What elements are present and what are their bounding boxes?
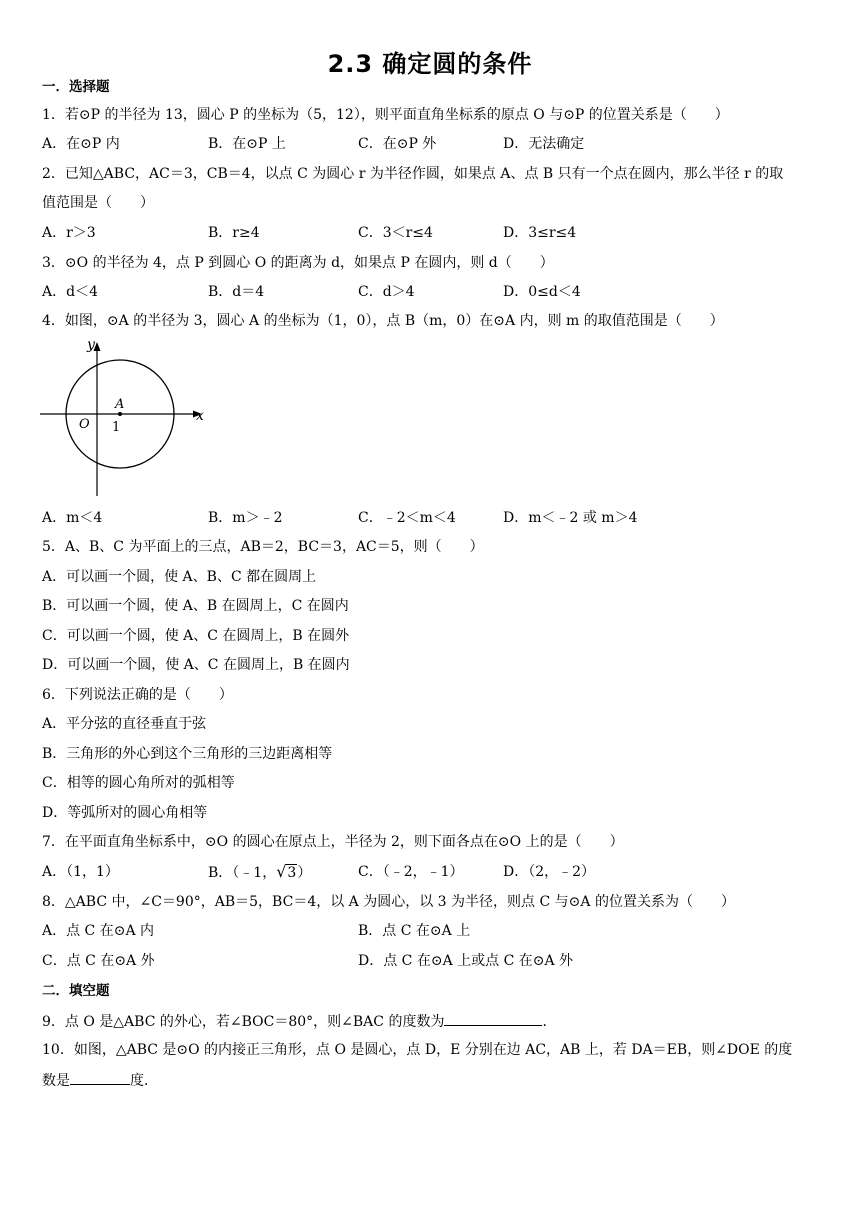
q5-option-d[interactable]: D．可以画一个圆，使 A、C 在圆周上，B 在圆内 [42, 657, 350, 673]
q2-option-b[interactable]: B．r≥4 [208, 225, 260, 241]
section-fill: 二．填空题 [42, 983, 110, 999]
page-title: 2.3 确定圆的条件 [327, 50, 533, 78]
label-o: O [79, 417, 90, 432]
q10-line2 [42, 1070, 158, 1090]
q10-stem-line1: 10．如图，△ABC 是⊙O 的内接正三角形，点 O 是圆心，点 D，E 分别在边 AC，AB 上，若 DA＝EB，则∠DOE 的度 [42, 1042, 793, 1058]
q6-option-a[interactable]: A．平分弦的直径垂直于弦 [42, 716, 207, 732]
q5-option-c[interactable]: C．可以画一个圆，使 A、C 在圆周上，B 在圆外 [42, 628, 350, 644]
q10-answer-blank[interactable] [70, 1070, 130, 1085]
q7-option-a[interactable]: A．（1，1） [42, 864, 119, 880]
q2-option-c[interactable]: C．3＜r≤4 [358, 225, 433, 241]
q8-option-d[interactable]: D．点 C 在⊙A 上或点 C 在⊙A 外 [358, 953, 574, 969]
q6-option-c[interactable]: C．相等的圆心角所对的弧相等 [42, 775, 235, 791]
q10-stem-suffix: 度． [130, 1073, 158, 1089]
q1-option-b[interactable]: B．在⊙P 上 [208, 136, 286, 152]
q6-option-b[interactable]: B．三角形的外心到这个三角形的三边距离相等 [42, 746, 333, 762]
q8-option-b[interactable]: B．点 C 在⊙A 上 [358, 923, 471, 939]
label-y: y [87, 337, 95, 353]
center-point-a [118, 412, 122, 416]
q2-stem-line2: 值范围是（ ） [42, 195, 154, 211]
q1-option-c[interactable]: C．在⊙P 外 [358, 136, 437, 152]
q3-option-d[interactable]: D．0≤d＜4 [503, 284, 581, 300]
q5-stem: 5．A、B、C 为平面上的三点，AB＝2，BC＝3，AC＝5，则（ ） [42, 539, 484, 555]
q5-option-b[interactable]: B．可以画一个圆，使 A、B 在圆周上，C 在圆内 [42, 598, 349, 614]
q7-option-b-suffix: ） [297, 865, 312, 881]
q8-option-c[interactable]: C．点 C 在⊙A 外 [42, 953, 155, 969]
q2-stem-line1: 2．已知△ABC，AC＝3，CB＝4，以点 C 为圆心 r 为半径作圆，如果点 A、点 B 只有一个点在圆内，那么半径 r 的取 [42, 166, 784, 182]
label-a: A [115, 397, 125, 412]
q10-stem-prefix: 数是 [42, 1073, 70, 1089]
q6-stem: 6．下列说法正确的是（ ） [42, 687, 233, 703]
q3-option-b[interactable]: B．d＝4 [208, 284, 265, 300]
q1-option-d[interactable]: D．无法确定 [503, 136, 585, 152]
section-choice: 一．选择题 [42, 79, 110, 95]
q9-answer-blank[interactable] [444, 1011, 542, 1026]
q4-option-d[interactable]: D．m＜﹣2 或 m＞4 [503, 510, 638, 526]
q4-option-a[interactable]: A．m＜4 [42, 510, 103, 526]
q4-option-b[interactable]: B．m＞﹣2 [208, 510, 283, 526]
q1-stem: 1．若⊙P 的半径为 13，圆心 P 的坐标为（5，12），则平面直角坐标系的原点 O 与⊙P 的位置关系是（ ） [42, 107, 729, 123]
q2-option-a[interactable]: A．r＞3 [42, 225, 96, 241]
sqrt-icon: √ [276, 862, 287, 881]
q8-stem: 8．△ABC 中，∠C＝90°，AB＝5，BC＝4，以 A 为圆心，以 3 为半径，则点 C 与⊙A 的位置关系为（ ） [42, 894, 735, 910]
q7-option-c[interactable]: C．（﹣2，﹣1） [358, 864, 464, 880]
label-one: 1 [112, 420, 121, 435]
q6-option-d[interactable]: D．等弧所对的圆心角相等 [42, 805, 208, 821]
q5-option-a[interactable]: A．可以画一个圆，使 A、B、C 都在圆周上 [42, 569, 317, 585]
q4-stem: 4．如图，⊙A 的半径为 3，圆心 A 的坐标为（1，0），点 B（m，0）在⊙A 内，则 m 的取值范围是（ ） [42, 313, 724, 329]
q2-option-d[interactable]: D．3≤r≤4 [503, 225, 577, 241]
q4-option-c[interactable]: C．﹣2＜m＜4 [358, 510, 456, 526]
q8-option-a[interactable]: A．点 C 在⊙A 内 [42, 923, 155, 939]
q7-option-d[interactable]: D．（2，﹣2） [503, 864, 596, 880]
q3-option-c[interactable]: C．d＞4 [358, 284, 415, 300]
q3-stem: 3．⊙O 的半径为 4，点 P 到圆心 O 的距离为 d，如果点 P 在圆内，则 d（ ） [42, 255, 554, 271]
q7-option-b[interactable] [208, 863, 311, 882]
q9-line [42, 1011, 556, 1031]
q7-option-b-prefix: B．（﹣1， [208, 865, 277, 881]
q9-end: ． [542, 1014, 557, 1030]
q9-stem: 9．点 O 是△ABC 的外心，若∠BOC＝80°，则∠BAC 的度数为 [42, 1014, 445, 1030]
label-x: x [196, 408, 204, 424]
q7-stem: 7．在平面直角坐标系中，⊙O 的圆心在原点上，半径为 2，则下面各点在⊙O 上的是（ ） [42, 834, 624, 850]
q3-option-a[interactable]: A．d＜4 [42, 284, 98, 300]
q4-figure [38, 336, 218, 498]
q7-option-b-radicand: 3 [287, 865, 297, 881]
q1-option-a[interactable]: A．在⊙P 内 [42, 136, 120, 152]
